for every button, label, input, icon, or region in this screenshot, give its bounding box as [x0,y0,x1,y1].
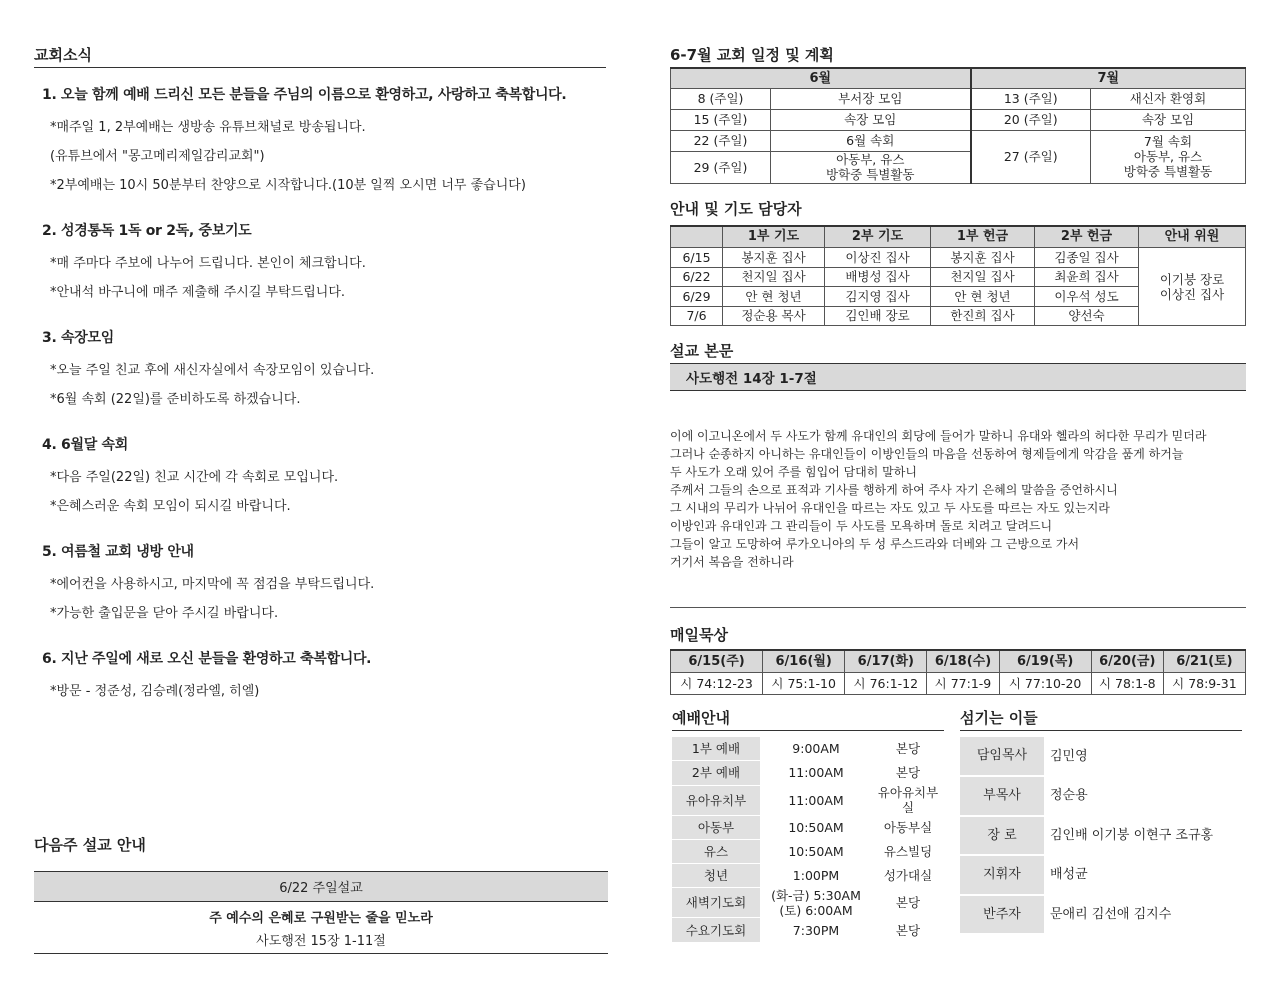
duty-date: 6/29 [671,287,723,307]
sermon-title: 설교 본문 [670,342,734,360]
news-item [34,220,606,307]
table-row [672,888,944,918]
news-line: *매 주마다 주보에 나누어 드립니다. 본인이 체크합니다. [50,256,366,271]
daily-passage: 시 75:1-10 [763,672,845,694]
sermon-text [670,427,1246,571]
worship-time [760,918,872,942]
worship-time [760,839,872,863]
duty-cell: 김종일 집사 [1035,248,1139,268]
news-item [34,541,606,628]
schedule-date: 29 (주일) [671,151,771,183]
table-row [672,785,944,815]
news-line: *은혜스러운 속회 모임이 되시길 바랍니다. [50,499,291,514]
worship-place: 본당 [895,741,921,757]
worship-time-line: 9:00AM [792,741,840,757]
news-item [34,84,606,200]
worship-name: 1부 예배 [672,737,760,761]
news-heading: 2. 성경통독 1독 or 2독, 중보기도 [42,223,252,239]
scripture-verse: 그 시내의 무리가 나뉘어 유대인을 따르는 자도 있고 두 사도를 따르는 자도 있는지라 [670,501,1110,515]
duty-ushers [1139,248,1246,326]
daily-day: 6/18(수) [927,650,999,672]
news-line: *다음 주일(22일) 친교 시간에 각 속회로 모입니다. [50,470,339,485]
news-title: 교회소식 [34,44,606,68]
divider [670,607,1246,608]
worship-time [760,815,872,839]
table-row [960,776,1242,816]
schedule-event-line: 방학중 특별활동 [826,167,915,182]
duty-cell: 안 현 청년 [931,287,1035,307]
staff-role: 장 로 [960,816,1044,856]
schedule-date: 13 (주일) [971,88,1091,109]
duty-cell: 김인배 장로 [825,306,931,326]
news-line: *6월 속회 (22일)를 준비하도록 하겠습니다. [50,392,301,407]
duty-cell: 천지일 집사 [931,267,1035,287]
schedule-date: 22 (주일) [671,130,771,151]
next-sermon-section [34,834,608,954]
duty-cell: 김지영 집사 [825,287,931,307]
daily-day: 6/21(토) [1163,650,1245,672]
duty-cell: 봉지훈 집사 [723,248,825,268]
duty-cell: 안 현 청년 [723,287,825,307]
staff-role: 부목사 [960,776,1044,816]
table-row [671,88,1246,109]
duty-header: 1부 헌금 [931,226,1035,248]
daily-day: 6/15(주) [671,650,763,672]
duty-cell: 천지일 집사 [723,267,825,287]
worship-time-line: 11:00AM [788,765,844,781]
table-row [672,918,944,942]
duty-date: 6/22 [671,267,723,287]
daily-passage: 시 76:1-12 [845,672,927,694]
duty-cell: 이상진 집사 [825,248,931,268]
duty-cell: 봉지훈 집사 [931,248,1035,268]
worship-title: 예배안내 [672,707,944,731]
daily-passage: 시 78:1-8 [1091,672,1163,694]
scripture-verse: 그러나 순종하지 아니하는 유대인들이 이방인들의 마음을 선동하여 형제들에게 악감을 품게 하거늘 [670,447,1184,461]
table-row [671,109,1246,130]
usher-name: 이기붕 장로 [1159,271,1225,287]
duty-header: 2부 기도 [825,226,931,248]
news-line: *방문 - 정준성, 김승례(정라엘, 히엘) [50,684,260,699]
duty-cell: 정순용 목사 [723,306,825,326]
worship-place: 유스빌딩 [883,844,933,860]
schedule-event-line: 7월 속회 [1143,134,1193,149]
schedule-title: 6-7월 교회 일정 및 계획 [670,46,834,64]
duty-cell: 양선숙 [1035,306,1139,326]
table-row [672,737,944,761]
table-row [672,864,944,888]
daily-day: 6/16(월) [763,650,845,672]
schedule-event: 속장 모임 [1091,109,1246,130]
daily-day: 6/19(목) [999,650,1091,672]
news-line: *오늘 주일 친교 후에 새신자실에서 속장모임이 있습니다. [50,363,375,378]
worship-place: 본당 [895,922,921,938]
worship-time-line: 1:00PM [792,868,840,884]
schedule-event-line: 방학중 특별활동 [1123,164,1213,179]
scripture-verse: 주께서 그들의 손으로 표적과 기사를 행하게 하여 주사 자기 은혜의 말씀을 증언하시니 [670,483,1118,497]
schedule-date: 15 (주일) [671,109,771,130]
table-row [960,737,1242,777]
worship-section [672,707,944,943]
table-row [671,248,1246,268]
scripture-verse: 그들이 알고 도망하여 루가오니아의 두 성 루스드라와 더베와 그 근방으로 가서 [670,537,1080,551]
schedule-event-line: 아동부, 유스 [1133,149,1203,164]
staff-table [960,737,1242,936]
worship-time [760,864,872,888]
staff-names: 정순용 [1050,788,1088,804]
worship-time-line: 11:00AM [788,792,844,808]
worship-name: 유아유치부 [672,785,760,815]
staff-names: 김인배 이기붕 이현구 조규홍 [1050,827,1214,843]
scripture-verse: 이에 이고니온에서 두 사도가 함께 유대인의 회당에 들어가 말하니 유대와 헬라의 허다한 무리가 믿더라 [670,429,1207,443]
worship-place: 성가대실 [883,868,933,884]
scripture-verse: 두 사도가 오래 있어 주를 힘입어 담대히 말하니 [670,465,917,479]
daily-passage: 시 77:1-9 [927,672,999,694]
staff-names: 배성균 [1050,867,1088,883]
worship-time-line: (화-금) 5:30AM [771,887,861,903]
table-row [960,816,1242,856]
news-heading: 5. 여름철 교회 냉방 안내 [42,544,194,560]
worship-name: 아동부 [672,815,760,839]
worship-time [760,888,872,918]
staff-role: 담임목사 [960,737,1044,777]
duty-cell: 배병성 집사 [825,267,931,287]
daily-table [670,649,1246,695]
schedule-date: 8 (주일) [671,88,771,109]
news-heading: 3. 속장모임 [42,330,114,346]
schedule-event [771,151,971,183]
duty-date: 7/6 [671,306,723,326]
duty-header: 2부 헌금 [1035,226,1139,248]
usher-name: 이상진 집사 [1159,286,1225,302]
duty-date: 6/15 [671,248,723,268]
worship-time-line: (토) 6:00AM [779,902,853,918]
worship-time-line: 7:30PM [792,922,840,938]
worship-name: 청년 [672,864,760,888]
staff-names: 김민영 [1050,748,1088,764]
duty-cell: 이우석 성도 [1035,287,1139,307]
worship-name: 2부 예배 [672,761,760,785]
schedule-event: 속장 모임 [771,109,971,130]
daily-day: 6/17(화) [845,650,927,672]
worship-place: 유아유치부실 [877,785,939,816]
worship-place: 본당 [895,765,921,781]
schedule-july-header: 7월 [971,68,1246,88]
schedule-event-line: 아동부, 유스 [836,152,905,167]
table-row [672,839,944,863]
table-row [672,815,944,839]
news-line: *매주일 1, 2부예배는 생방송 유튜브채널로 방송됩니다. [50,120,366,135]
schedule-event [1091,130,1246,183]
scripture-verse: 거기서 복음을 전하니라 [670,555,794,569]
next-sermon-date: 6/22 주일설교 [34,871,608,902]
worship-time-line: 10:50AM [788,844,844,860]
worship-name: 유스 [672,839,760,863]
next-sermon-reference: 사도행전 15장 1-11절 [34,930,608,954]
duty-header: 안내 위원 [1139,226,1246,248]
news-heading: 4. 6월달 속회 [42,437,128,453]
staff-section [960,707,1242,936]
staff-names: 문애리 김선애 김지수 [1050,906,1172,922]
staff-role: 반주자 [960,895,1044,935]
news-line: *안내석 바구니에 매주 제출해 주시길 부탁드립니다. [50,285,346,300]
table-row [960,855,1242,895]
news-line: *에어컨을 사용하시고, 마지막에 꼭 점검을 부탁드립니다. [50,577,375,592]
duty-header [671,226,723,248]
news-item [34,648,606,706]
worship-table [672,737,944,943]
sermon-reference: 사도행전 14장 1-7절 [670,363,1246,391]
news-item [34,327,606,414]
news-heading: 6. 지난 주일에 새로 오신 분들을 환영하고 축복합니다. [42,651,372,667]
news-line: *가능한 출입문을 닫아 주시길 바랍니다. [50,606,279,621]
staff-title: 섬기는 이들 [960,707,1242,731]
news-line: (유튜브에서 "몽고메리제일감리교회") [50,149,265,164]
duty-header: 1부 기도 [723,226,825,248]
left-column [34,44,606,949]
schedule-date: 20 (주일) [971,109,1091,130]
worship-time [760,785,872,815]
next-sermon-heading: 주 예수의 은혜로 구원받는 줄을 믿노라 [209,911,433,926]
daily-title: 매일묵상 [670,626,728,644]
daily-passage: 시 77:10-20 [999,672,1091,694]
worship-name: 새벽기도회 [672,888,760,918]
schedule-event: 6월 속회 [771,130,971,151]
worship-time-line: 10:50AM [788,819,844,835]
schedule-date: 27 (주일) [971,130,1091,183]
daily-day: 6/20(금) [1091,650,1163,672]
news-item [34,434,606,521]
duty-table [670,225,1246,327]
table-row [671,650,1246,672]
bottom-section [670,707,1246,947]
table-row [960,895,1242,935]
schedule-june-header: 6월 [671,68,971,88]
news-line: *2부예배는 10시 50분부터 찬양으로 시작합니다.(10분 일찍 오시면 너무 좋습니다) [50,178,526,193]
table-row [672,761,944,785]
duty-title: 안내 및 기도 담당자 [670,199,802,218]
right-column [670,44,1246,947]
daily-passage: 시 74:12-23 [671,672,763,694]
next-sermon-title: 다음주 설교 안내 [34,836,146,854]
table-row [671,672,1246,694]
duty-cell: 한진희 집사 [931,306,1035,326]
worship-time [760,737,872,761]
scripture-verse: 이방인과 유대인과 그 관리들이 두 사도를 모욕하며 돌로 치려고 달려드니 [670,519,1053,533]
staff-role: 지휘자 [960,855,1044,895]
table-row [671,130,1246,151]
worship-name: 수요기도회 [672,918,760,942]
worship-time [760,761,872,785]
news-list [34,84,606,706]
duty-cell: 최윤희 집사 [1035,267,1139,287]
news-heading: 1. 오늘 함께 예배 드리신 모든 분들을 주님의 이름으로 환영하고, 사랑하고 축복합니다. [42,87,567,103]
schedule-event: 새신자 환영회 [1091,88,1246,109]
schedule-table [670,67,1246,184]
worship-place: 아동부실 [883,819,933,835]
schedule-event: 부서장 모임 [771,88,971,109]
worship-place: 본당 [895,895,921,911]
daily-passage: 시 78:9-31 [1163,672,1245,694]
